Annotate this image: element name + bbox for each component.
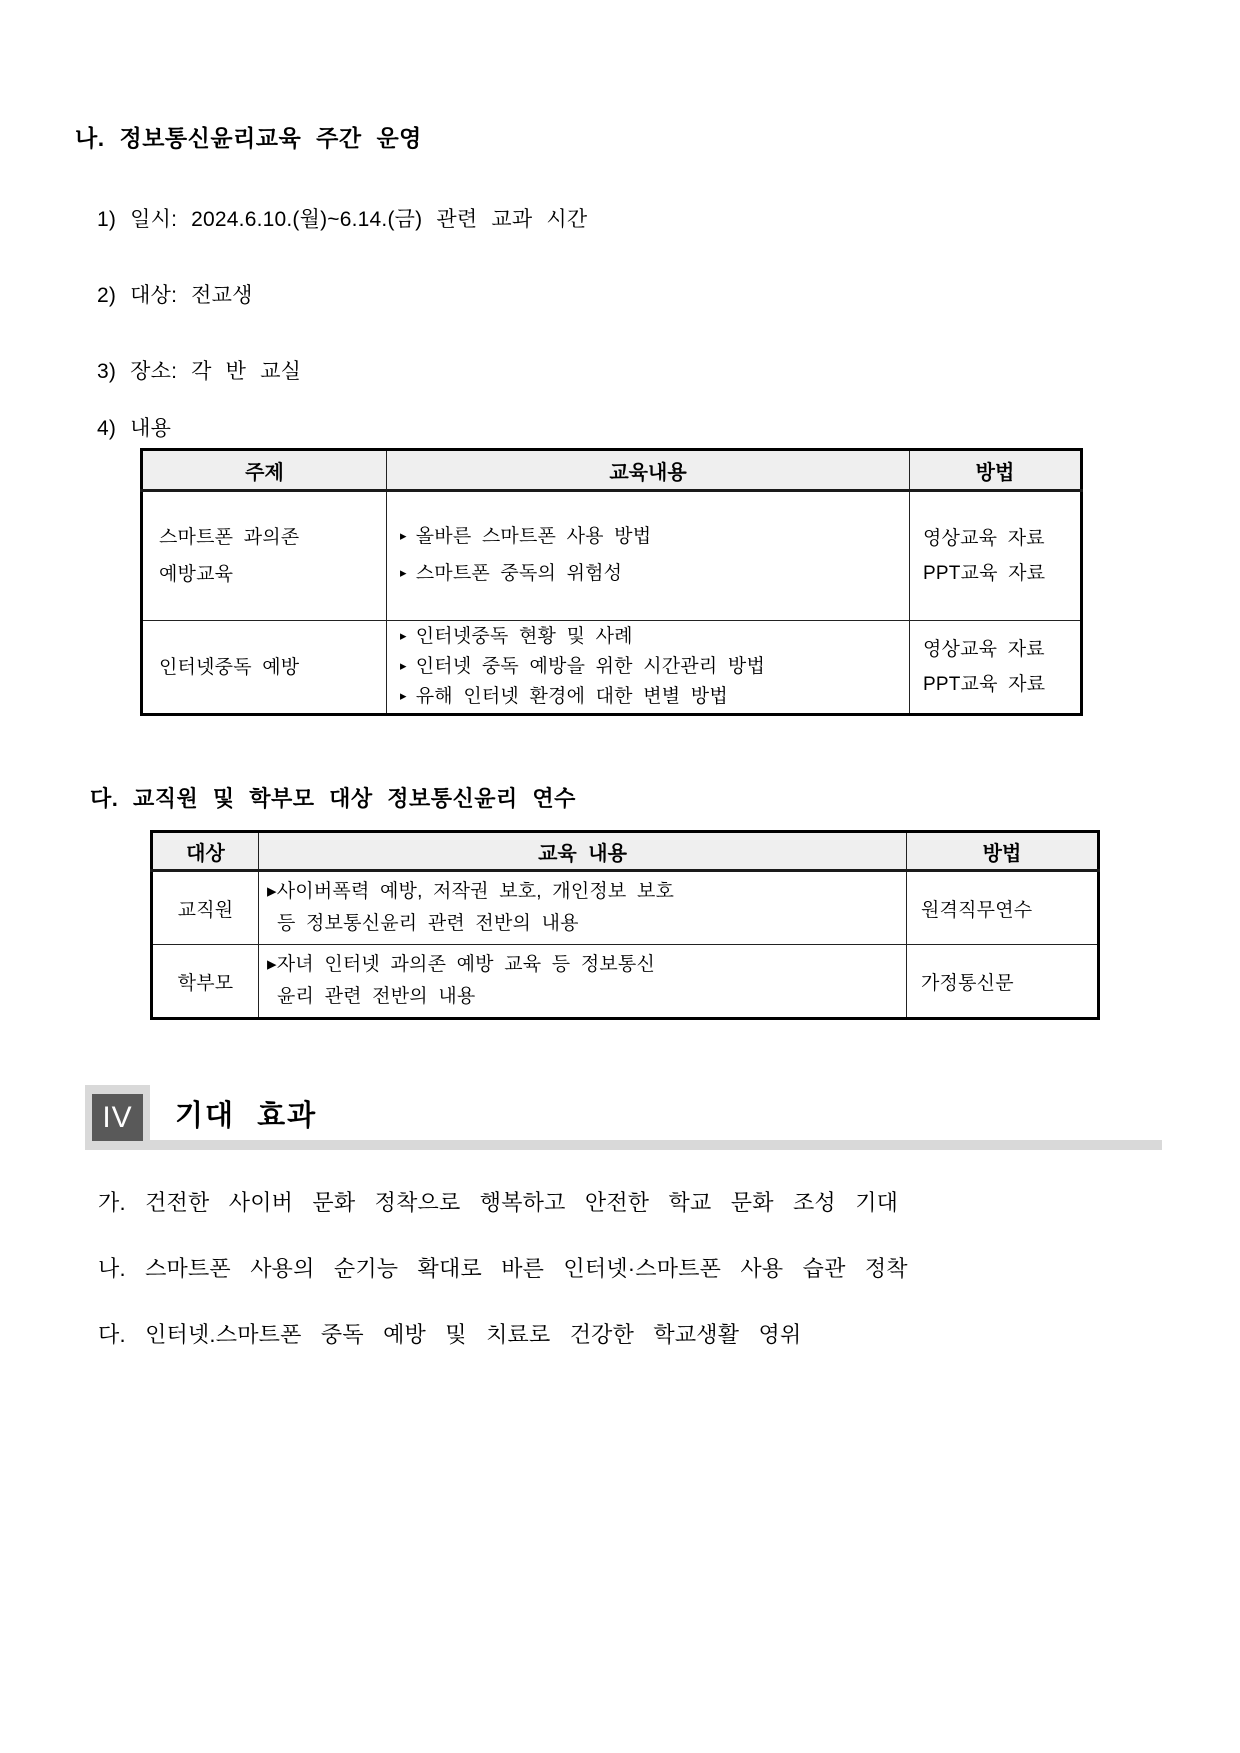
bullet-line: [400, 622, 908, 652]
training-table: [150, 830, 1100, 1020]
section-4-title: 기대 효과: [175, 1100, 318, 1132]
topic-line: 인터넷중독 예방: [159, 656, 300, 678]
table2-header-row: [152, 832, 1099, 871]
target-cell: 교직원: [152, 871, 259, 945]
bullet-text: 유해 인터넷 환경에 대한 변별 방법: [415, 686, 728, 707]
table1-header-row: [142, 450, 1082, 491]
section-c-title: 다. 교직원 및 학부모 대상 정보통신윤리 연수: [90, 786, 576, 811]
topic-line: 스마트폰 과의존: [159, 527, 300, 548]
content-line: ▸자녀 인터넷 과의존 예방 교육 등 정보통신: [267, 954, 656, 975]
item-contents-label: 4) 내용: [97, 417, 172, 440]
method-cell: 가정통신문: [907, 945, 1099, 1019]
item-target: 2) 대상: 전교생: [97, 284, 253, 307]
triangle-bullet-icon: ▸: [400, 528, 407, 543]
bullet-text: 스마트폰 중독의 위험성: [415, 563, 623, 584]
triangle-bullet-icon: ▸: [400, 658, 407, 673]
method-line: PPT교육 자료: [923, 674, 1046, 695]
table2-header-target: 대상: [152, 832, 259, 871]
table1-row-internet: [142, 621, 1082, 715]
table2-header-method: 방법: [907, 832, 1099, 871]
bullet-line: [400, 519, 908, 556]
table2-row-parents: [152, 945, 1099, 1019]
method-line: 영상교육 자료: [923, 528, 1045, 549]
method-cell: [910, 621, 1082, 715]
topic-cell: [142, 621, 387, 715]
topic-cell: [142, 491, 387, 621]
bullet-line: [400, 682, 908, 712]
triangle-bullet-icon: ▸: [400, 565, 407, 580]
bullet-text: 인터넷중독 현황 및 사례: [415, 626, 633, 647]
bullet-line: [400, 652, 908, 682]
content-line: ▸사이버폭력 예방, 저작권 보호, 개인정보 보호: [267, 881, 675, 902]
item-date: 1) 일시: 2024.6.10.(월)~6.14.(금) 관련 교과 시간: [97, 208, 588, 231]
table1-row-smartphone: [142, 491, 1082, 621]
method-line: 영상교육 자료: [923, 639, 1045, 660]
bullet-text: 인터넷 중독 예방을 위한 시간관리 방법: [415, 656, 765, 677]
target-cell: 학부모: [152, 945, 259, 1019]
content-cell: [259, 945, 907, 1019]
bullet-text: 올바른 스마트폰 사용 방법: [415, 526, 652, 547]
section-number-badge: IV: [92, 1094, 143, 1141]
item-place: 3) 장소: 각 반 교실: [97, 360, 302, 383]
triangle-bullet-icon: ▸: [400, 688, 407, 703]
method-line: PPT교육 자료: [923, 563, 1046, 584]
table2-header-content: 교육 내용: [259, 832, 907, 871]
effect-item: 가. 건전한 사이버 문화 정착으로 행복하고 안전한 학교 문화 조성 기대: [98, 1190, 899, 1215]
section-b-title: 나. 정보통신윤리교육 주간 운영: [75, 125, 422, 151]
section-underline-bar: [85, 1140, 1162, 1150]
method-cell: [910, 491, 1082, 621]
triangle-bullet-icon: ▸: [400, 628, 407, 643]
content-cell: [387, 621, 910, 715]
content-line: 윤리 관련 전반의 내용: [277, 986, 476, 1007]
effect-item: 나. 스마트폰 사용의 순기능 확대로 바른 인터넷·스마트폰 사용 습관 정착: [98, 1256, 908, 1281]
topic-line: 예방교육: [159, 564, 234, 585]
section-number-badge-frame: [85, 1085, 150, 1150]
effect-item: 다. 인터넷.스마트폰 중독 예방 및 치료로 건강한 학교생활 영위: [98, 1322, 802, 1347]
content-cell: [387, 491, 910, 621]
section-4-header: [85, 1085, 1162, 1150]
method-cell: 원격직무연수: [907, 871, 1099, 945]
table1-header-content: 교육내용: [387, 450, 910, 491]
table1-header-method: 방법: [910, 450, 1082, 491]
education-week-table: [140, 448, 1083, 716]
bullet-line: [400, 556, 908, 593]
table1-header-topic: 주제: [142, 450, 387, 491]
content-line: 등 정보통신윤리 관련 전반의 내용: [277, 913, 579, 934]
table2-row-staff: [152, 871, 1099, 945]
content-cell: [259, 871, 907, 945]
